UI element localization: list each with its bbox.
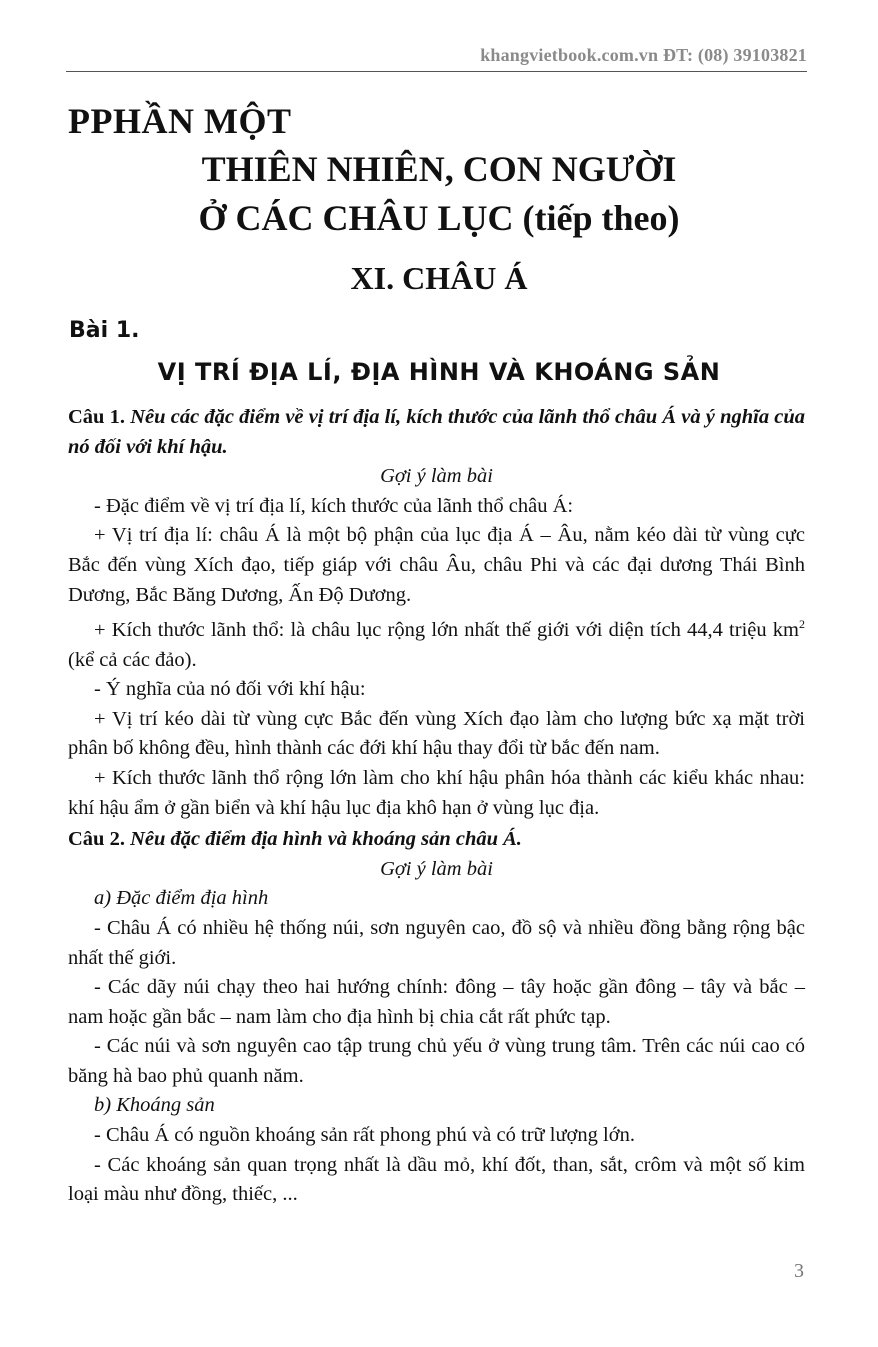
- subheading-b: b) Khoáng sản: [94, 1094, 215, 1117]
- paragraph: [68, 610, 805, 675]
- header-phone-label: ĐT:: [662, 45, 694, 65]
- question-2-hint: Gợi ý làm bài: [380, 857, 493, 880]
- question-2-label: Câu 2.: [68, 828, 125, 851]
- part-heading: PPHẦN MỘT: [68, 101, 292, 141]
- chapter-title: XI. CHÂU Á: [350, 260, 528, 296]
- header-phone: (08) 39103821: [697, 45, 807, 65]
- lesson-label: Bài 1.: [69, 318, 140, 343]
- subheading-a: a) Đặc điểm địa hình: [94, 887, 269, 910]
- paragraph-text: (kể cả các đảo).: [68, 648, 197, 671]
- header-site: khangvietbook.com.vn: [480, 45, 659, 65]
- paragraph: - Ý nghĩa của nó đối với khí hậu:: [94, 678, 366, 701]
- page-body: [68, 403, 805, 1210]
- question-1-hint: Gợi ý làm bài: [380, 465, 493, 488]
- header-rule: [66, 71, 807, 72]
- paragraph: + Kích thước lãnh thổ rộng lớn làm cho khí hậu phân hóa thành các kiểu khác nhau: khí hậu ẩm ở gần biển và khí hậu lục địa khô hạn ở vùng lục địa.: [68, 766, 805, 819]
- running-header: [480, 45, 807, 66]
- question-1-label: Câu 1.: [68, 406, 126, 428]
- part-title-line-2: Ở CÁC CHÂU LỤC (tiếp theo): [198, 198, 680, 238]
- paragraph: - Châu Á có nguồn khoáng sản rất phong phú và có trữ lượng lớn.: [94, 1124, 635, 1147]
- paragraph-text: + Kích thước lãnh thổ: là châu lục rộng lớn nhất thế giới với diện tích 44,4 triệu km: [94, 618, 799, 641]
- question-1: [68, 403, 805, 462]
- question-2: [68, 825, 805, 855]
- paragraph: - Các dãy núi chạy theo hai hướng chính: đông – tây hoặc gần đông – tây và bắc – nam hoặc gần bắc – nam làm cho địa hình bị chia cắt rất phức tạp.: [68, 976, 805, 1028]
- lesson-title: VỊ TRÍ ĐỊA LÍ, ĐỊA HÌNH VÀ KHOÁNG SẢN: [157, 358, 721, 386]
- question-1-text: Nêu các đặc điểm về vị trí địa lí, kích thước của lãnh thổ châu Á và ý nghĩa của nó đối với khí hậu.: [68, 406, 806, 458]
- paragraph: - Đặc điểm về vị trí địa lí, kích thước của lãnh thổ châu Á:: [94, 494, 574, 517]
- superscript: 2: [799, 617, 805, 632]
- question-2-text: Nêu đặc điểm địa hình và khoáng sản châu Á.: [130, 828, 522, 851]
- paragraph: + Vị trí kéo dài từ vùng cực Bắc đến vùng Xích đạo làm cho lượng bức xạ mặt trời phân bố không đều, hình thành các đới khí hậu thay đổi từ bắc đến nam.: [68, 707, 805, 760]
- part-title-line-1: THIÊN NHIÊN, CON NGƯỜI: [201, 149, 677, 189]
- paragraph: + Vị trí địa lí: châu Á là một bộ phận của lục địa Á – Âu, nằm kéo dài từ vùng cực Bắc đến vùng Xích đạo, tiếp giáp với châu Âu, châu Phi và các đại dương Thái Bình Dương, Bắc Băng Dương, Ấn Độ Dương.: [68, 524, 805, 606]
- paragraph: - Các núi và sơn nguyên cao tập trung chủ yếu ở vùng trung tâm. Trên các núi cao có băng hà bao phủ quanh năm.: [68, 1035, 805, 1087]
- paragraph: - Châu Á có nhiều hệ thống núi, sơn nguyên cao, đồ sộ và nhiều đồng bằng rộng bậc nhất thế giới.: [68, 916, 805, 969]
- paragraph: - Các khoáng sản quan trọng nhất là dầu mỏ, khí đốt, than, sắt, crôm và một số kim loại màu như đồng, thiếc, ...: [68, 1153, 805, 1206]
- page-number: 3: [794, 1260, 804, 1282]
